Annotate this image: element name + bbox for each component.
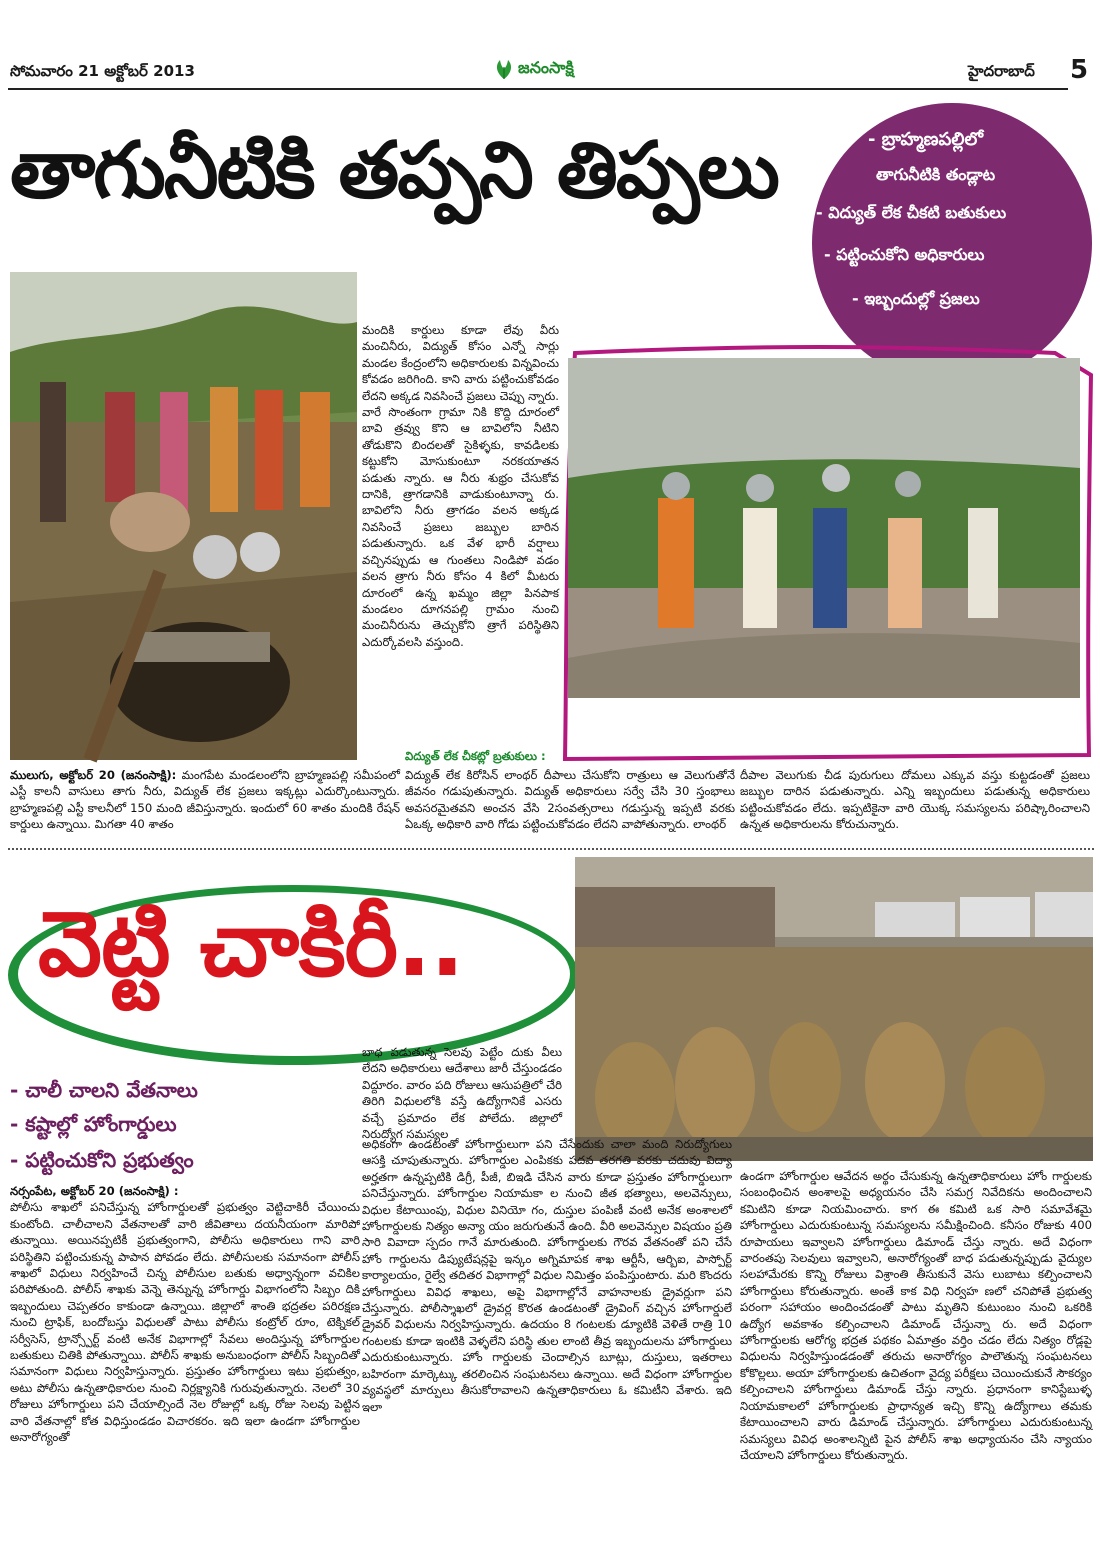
story2-dateline: నర్సంపేట, అక్టోబర్ 20 (జనంసాక్షి) : [10, 1184, 179, 1198]
edition-date: సోమవారం 21 అక్టోబర్ 2013 [10, 62, 195, 80]
masthead-logo [492, 55, 607, 83]
story1-subhead: విద్యుత్ లేక చీకట్లో బ్రతుకులు : [405, 749, 546, 763]
story2-column-1 [10, 1183, 360, 1553]
header-rule [8, 88, 1068, 90]
story2-column-2-top-text: బాధ పడుతున్న సెలవు పెట్టేం దుకు వీలు లేదని అధికారులు ఆదేశాలు జారీ చేస్తుండడం విద్దూరం. వారం పది రోజులు ఆసుపత్రిలో చేరి తిరిగి విధులలోకి వస్తే ఉద్యోగానికే ఎసరు వచ్చే ప్రమాదం లేక పోలేదు. జిల్లాలో నిరుద్యోగ సమస్యల [362, 1045, 562, 1142]
story2-bullet: - కష్టాల్లో హోంగార్డులు [10, 1112, 177, 1136]
story1-lead-text: మంగపేట మండలంలోని బ్రాహ్మణపల్లి సమీపంలో ఎస్టీ కాలనీ వాసులు తాగు నీరు, విద్యుత్ లేక ప్రజలు ఇక్కట్లు ఎదుర్కొంటున్నారు. బ్రాహ్మణపల్లి ఎస్టీ కాలనీలో 150 మంది జీవిస్తున్నారు. ఇందులో 60 శాతం మందికి రేషన్ కార్డులు ఉన్నాయి. మిగతా 40 శాతం [10, 768, 400, 832]
story2-headline: వెట్టి చాకిరీ.. [38, 892, 464, 997]
home-guards-photo [575, 857, 1093, 1161]
story2-column-2-text: అధికంగా ఉండటంతో హోంగార్డులుగా పని చేసేందుకు చాలా మంది నిరుద్యోగులు ఆసక్తి చూపుతున్నారు. హోంగార్డుల ఎంపికకు పదవ తరగతి వరకు చదువు విద్యా అర్హతగా ఉన్నప్పటికి డిగ్రీ, పీజీ, బిఇడి చేసిన వారు కూడా ప్రస్తుతం హోంగార్డులుగా పనిచేస్తున్నారు. హోంగార్డుల నియామకా ల నుంచి జీత భత్యాలు, అలవెన్సులు, విధుల కేటాయింపు, విధుల వినియో గం, దుస్తుల పంపిణీ వంటి అనేక అంశాలలో హోంగార్డులకు నిత్యం అన్యా యం జరుగుతునే ఉంది. వీరి అలవెన్సుల విషయం ప్రతి సారి వివాదా స్పదం గానే మారుతుంది. హోంగార్డులకు గౌరవ వేతనంతో పని చేసే హోం గార్డులను డిప్యుటేషన్లపై ఇన్కం అగ్నిమాపక శాఖ ఆర్టీసీ, ఆర్బిఐ, పాస్పోర్ట్ కార్యాలయం, రైల్వే తదితర విభాగాల్లో విధుల నిమిత్తం పంపిస్తుంటారు. మరి కొందరు హోంగార్డులు వివిధ శాఖలు, అపై విభాగాల్లోనే వాహనాలకు డ్రైవర్లుగా పని చేస్తున్నారు. పోలీస్శాఖలో డ్రైవర్ల కొరత ఉండటంతో డ్రైవింగ్ వచ్చిన హోంగార్డులే డ్రైవర్ విధులను నిర్వహిస్తున్నారు. ఉదయం 8 గంటలకు డ్యూటికి వెళితే రాత్రి 10 గంటలకు కూడా ఇంటికి వెళ్ళలేని పరిస్థి తుల లాంటి తీవ్ర ఇబ్బందులను హోంగార్డులు ఎదురుకుంటున్నారు. హోం గార్డులకు చెందాల్సిన బూట్లు, దుస్తులు, ఇతరాలు బహిరంగా మార్కెట్కు తరలించిన సంఘటనలు ఉన్నాయి. అదే విధంగా హోంగార్డుల వ్యవస్థలో మార్పులు తీసుకోరావాలని ఉన్నతాధికారులు ఓ కమిటీని వేశారు. ఇది ఇలా [362, 1137, 732, 1414]
water-carrying-photo [568, 358, 1080, 698]
well-photo [10, 272, 357, 760]
story1-highlights-circle [812, 103, 1092, 383]
story1-lead [10, 767, 400, 833]
highlight-item: - ఇబ్బందుల్లో ప్రజలు [852, 289, 980, 308]
story1-dateline: ములుగు, అక్టోబర్ 20 (జనంసాక్షి): [10, 768, 177, 782]
section-divider [8, 848, 1094, 850]
story2-bullet: - పట్టించుకోని ప్రభుత్వం [10, 1148, 194, 1172]
story1-column-3-text: దీపాల వెలుగుకు చీడ పురుగులు దోమలు ఎక్కువ వస్తు కుట్టడంతో ప్రజలు జబ్బుల దారిన పడుతున్నారు. ఎన్ని ఇబ్బందులు పడుతున్న అధికారులు పట్టించుకోవడం లేదు. ఇప్పటికైనా వారి యొక్క సమస్యలను పరిష్కారించాలని ఉన్నత అధికారులను కోరుచున్నారు. [740, 768, 1090, 832]
masthead-logo-text: జనంసాక్షి [518, 58, 574, 77]
story2-column-3-text: ఉండగా హోంగార్డుల ఆవేదన అర్థం చేసుకున్న ఉన్నతాధికారులు హోం గార్డులకు సంబంధించిన అంశాలపై అధ్యయనం చేసి సమగ్ర నివేదికను అందించాలని కమిటిని కూడా నియమించారు. కాగ ఈ కమిటి ఒక సారి సమావేశమై హోంగార్డులు ఎదురుకుంటున్న సమస్యలను సమీక్షించింది. కనీసం రోజుకు 400 రూపాయలు ఇవ్వాలని హోంగార్డులు డిమాండ్ చేస్తు న్నారు. అదే విధంగా వారంతపు సెలవులు ఇవ్వాలని, అనారోగ్యంతో బాధ పడుతున్నప్పుడు వైద్యుల సలహామేరకు కొన్ని రోజులు విశ్రాంతి తీసుకునే వెసు లుబాటు కల్పించాలని హోంగార్డులు కోరుతున్నారు. అంతే కాక విధి నిర్వహ ణలో చనిపోతే ప్రభుత్వ పరంగా సహాయం అందించడంతో పాటు మృతిని కుటుంబం నుంచి ఒకరికి ఉద్యోగ అవకాశం కల్పించాలని డిమాండ్ చేస్తున్నా రు. అదే విధంగా హోంగార్డులకు ఆరోగ్య భద్రత పథకం ఏమాత్రం వర్తిం చడం లేదు నిత్యం రోడ్లపై విధులను నిర్వహిస్తుండడంతో తరుచు అనారోగ్యం పాలౌతున్న సంఘటనలు కోకొల్లలు. అయా హోంగార్డులకు ఉచితంగా వైద్య పరీక్షలు చెయించుకునే సౌకర్యం కల్పించాలని హోంగార్డులు డిమాండ్ చేస్తు న్నారు. ప్రధానంగా కానిస్టేబుళ్ళ నియామకాలలో హోంగార్డులకు ప్రాధాన్యత ఇచ్చి కొన్ని ఉద్యోగాలు తమకు కేటాయించాలని వారు డిమాండ్ చేస్తున్నారు. హోంగార్డులు ఎదురుకుంటున్న సమస్యలు వివిధ అంశాలన్నిటి పైన పోలీస్ శాఖ అధ్యాయనం చేసి న్యాయం చేయాలని హోంగార్డులు కోరుతున్నారు. [740, 1169, 1092, 1462]
highlight-item: తాగునీటికి తండ్లాట [876, 165, 996, 184]
page-number: 5 [1070, 55, 1089, 85]
story2-column-3 [740, 1168, 1092, 1552]
highlight-item: - బ్రాహ్మణపల్లిలో [868, 129, 984, 150]
story2-column-2-top [362, 1044, 562, 1142]
story1-column-3 [740, 767, 1090, 833]
highlight-item: - విద్యుత్ లేక చీకటి బతుకులు [816, 203, 1007, 222]
story1-headline: తాగునీటికి తప్పని తిప్పలు [10, 126, 778, 216]
story1-column-2-text: మందికి కార్డులు కూడా లేవు వీరు మంచినీరు, విద్యుత్ కోసం ఎన్నో సార్లు మండల కేంద్రంలోని అధికారులకు విన్నవించు కోవడం జరిగింది. కాని వారు పట్టించుకోవడం లేదని అక్కడ నివసించే ప్రజలు చెప్పు న్నారు. వారే సొంతంగా గ్రామా నికి కొద్ది దూరంలో బావి త్రవ్వు కొని ఆ బావిలోని నీటిని తోడుకొని బిందలతో సైకిళ్ళకు, కావడిలకు కట్టుకోని మోసుకుంటూ నరకయాతన పడుతు న్నారు. ఆ నీరు శుభ్రం చేసుకోవ దానికి, త్రాగడానికి వాడుకుంటూన్నా రు. బావిలోని నీరు త్రాగడం వలన అక్కడ నివసించే ప్రజలు జబ్బుల బారిన పడుతున్నారు. ఒక వేళ భారీ వర్షాలు వచ్చినప్పుడు ఆ గుంతలు నిండిపో వడం వలన త్రాగు నీరు కోసం 4 కిలో మీటరు దూరంలో ఉన్న ఖమ్మం జిల్లా పినపాక మండలం దూగనపల్లి గ్రామం నుంచి మంచినీరును తెచ్చుకోని త్రాగే పరిస్థితిని ఎదుర్కోవలసి వస్తుంది. [362, 323, 559, 649]
story1-column-2b [405, 767, 735, 833]
story2-column-1-text: పోలీసు శాఖలో పనిచేస్తున్న హోంగార్డులతో ప్రభుత్వం వెట్టిచాకిరీ చేయించు కుంటోంది. చాలీచాలని వేతనాలతో వారి జీవితాలు దయనీయంగా మారిపో తున్నాయి. అయినప్పటికీ ప్రభుత్వంగాని, పోలీసు అధికారులు గాని వారి పరిస్థితిని పట్టించుకున్న పాపాన పోవడం లేదు. పోలీసులకు సమానంగా పోలీస్ శాఖలో విధులు నిర్వహించే చిన్న పోలీసుల బతుకు అధ్వాన్నంగా వచికిల పరిపోతుంది. పోలీస్ శాఖకు వెన్నె తెన్నున్న హోంగార్డు విభాగంలోని సిబ్బం దికి ఇబ్బందులు చెప్పతరం కాకుండా ఉన్నాయి. జిల్లాలో శాంతి భద్రతల పరిరక్షణ నుంచి ట్రాఫిక్, బందోబస్తు విధులతో పాటు పోలీసు కంట్రోల్ రూం, టెక్నికల్ సర్వీసెస్, ట్రాన్స్పోర్ట్ వంటి అనేక విభాగాల్లో సేవలు అందిస్తున్న హోంగార్డుల బతుకులు చితికి పోతున్నాయి. పోలీస్ శాఖకు అనుబంధంగా పోలీస్ సిబ్బందితో సమానంగా విధులు నిర్వహిస్తున్నారు. ప్రస్తుతం హోంగార్డులు ఇటు ప్రభుత్వం, అటు పోలీసు ఉన్నతాధికారుల నుంచి నిర్లక్ష్యానికి గురువుతున్నారు. నెలలో 30 రోజులు హోంగార్డులు పని చేయాల్సిందే నెల రోజుల్లో ఒక్క రోజు సెలవు పెట్టిన వారి వేతనాల్లో కోత విధిస్తుండడం విచారకరం. ఇది ఇలా ఉండగా హోంగార్డుల అనారోగ్యంతో [10, 1200, 360, 1445]
leaf-logo-icon [492, 57, 516, 81]
story2-column-2 [362, 1136, 732, 1552]
story1-column-2b-text: విద్యుత్ లేక కిరోసిన్ లాంథర్ దీపాలు చేసుకోని రాత్రులు ఆ వెలుగుతోనే జీవనం గడుపుతున్నారు. విద్యుత్ అధికారులు సర్వే చేసి 30 స్తంభాలు అవసరమైతవని అంచన వేసి 2సంవత్సరాలు గడుస్తున్న ఇప్పటి వరకు ఏఒక్క అధికారి వారి గోడు పట్టించుకోవడం లేదని వాపోతున్నారు. లాంథర్ [405, 768, 735, 832]
highlight-item: - పట్టించుకోని అధికారులు [824, 245, 985, 264]
story1-column-2 [362, 322, 559, 766]
edition-city: హైదరాబాద్ [968, 62, 1035, 80]
story2-bullet: - చాలీ చాలని వేతనాలు [10, 1078, 198, 1102]
